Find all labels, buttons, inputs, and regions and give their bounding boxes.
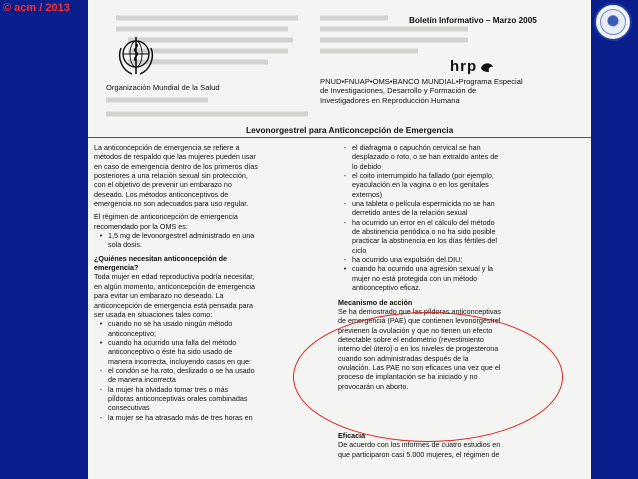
text-line: de emergencia (PAE) que contienen levonorgestrel [338, 316, 501, 326]
dash-mark: - [343, 171, 347, 181]
text-line: en caso de emergencia dentro de los primeros días [94, 161, 258, 171]
dash-mark: - [99, 384, 103, 394]
list-item [338, 255, 583, 264]
text-line: de abstinencia periódica o no ha sido posible [352, 227, 496, 237]
dash-mark: - [343, 255, 347, 265]
hrp-line: PNUD•FNUAP•OMS•BANCO MUNDIAL•Programa Especial [320, 77, 523, 86]
bulletin-title: Boletín Informativo – Marzo 2005 [409, 16, 537, 25]
text-line: ha ocurrido un error en el cálculo del método [352, 217, 495, 227]
bullet-mark: • [343, 264, 347, 274]
list-item [94, 319, 328, 338]
list-item [94, 231, 328, 250]
text-line: anticoncepción de emergencia está pensada para [94, 300, 254, 310]
hrp-logo-icon: hrp [450, 58, 478, 75]
text-line: externos) [352, 189, 382, 199]
list-item [338, 218, 583, 255]
list-item [338, 264, 583, 292]
highlight-circle [293, 312, 563, 442]
text-line: recomendado por la OMS es: [94, 221, 188, 231]
dash-mark: - [343, 217, 347, 227]
text-line: 1,5 mg de levonorgestrel administrado en una [108, 231, 255, 241]
text-line: interno del útero) o en los niveles de progesterona [338, 344, 499, 354]
text-line: previenen la ovulación y que no tienen un efecto [338, 325, 493, 335]
text-line: ovulación. Las PAE no son eficaces una vez que el [338, 362, 501, 372]
text-line: deseado. Los métodos anticonceptivos de [94, 189, 229, 199]
text-line: en algún momento, anticoncepción de emergencia [94, 281, 256, 291]
dash-mark: - [343, 199, 347, 209]
text-line: métodos de respaldo que las mujeres pueden usar [94, 152, 256, 162]
title-rule [88, 137, 591, 138]
text-line: emergencia? [94, 263, 139, 273]
seal-center [600, 9, 626, 35]
list-item [94, 413, 328, 422]
text-line: manera incorrecta, incluyendo casos en que: [108, 356, 252, 366]
text-line: derretido antes de la relación sexual [352, 208, 468, 218]
list-item [338, 199, 583, 218]
text-line: ha ocurrido una expulsión del DIU; [352, 255, 463, 265]
list-item [94, 338, 328, 366]
text-line: cuando ha ocurrido una falla del método [108, 337, 237, 347]
intro-paragraph [94, 143, 328, 208]
text-line: mujer no está protegida con un método [352, 273, 478, 283]
text-line: ciclo [352, 245, 367, 255]
bullet-mark: • [99, 319, 103, 329]
text-line: píldoras anticonceptivas orales combinadas [108, 393, 248, 403]
text-line: para evitar un embarazo no deseado. La [94, 291, 224, 301]
text-line: eyaculación en la vagina o en los genitales [352, 180, 489, 190]
text-line: practicar la abstinencia en los días fértiles del [352, 236, 498, 246]
list-item [338, 171, 583, 199]
who-needs-body [94, 272, 328, 319]
text-line: el condón se ha roto, deslizado o se ha usado [108, 365, 255, 375]
text-line: El régimen de anticoncepción de emergencia [94, 212, 238, 222]
bullet-mark: • [99, 337, 103, 347]
text-line: la mujer se ha atrasado más de tres horas en [108, 412, 253, 422]
hrp-line: Investigadores en Reproducción Humana [320, 95, 460, 105]
text-line: Se ha demostrado que las píldoras anticonceptivas [338, 306, 502, 316]
dash-mark: - [99, 412, 103, 422]
text-line: que participaron casi 5.000 mujeres, el régimen de [338, 449, 500, 459]
text-line: detectable sobre el endometrio (revestimiento [338, 334, 484, 344]
hrp-mark-icon [480, 61, 494, 73]
text-line: el diafragma o capuchón cervical se han [352, 143, 481, 152]
text-line: Toda mujer en edad reproductiva podría necesitar, [94, 272, 255, 282]
text-line: anticonceptivo; [108, 328, 156, 338]
text-line: desplazado o roto, o se han extraído antes de [352, 152, 499, 162]
hrp-line: de Investigaciones, Desarrollo y Formación de [320, 86, 477, 96]
academy-seal-icon [594, 3, 632, 41]
text-line: cuando ha ocurrido una agresión sexual y la [352, 264, 494, 274]
text-line: anticonceptivo o éste ha sido usado de [108, 347, 233, 357]
text-line: sola dosis. [108, 240, 142, 250]
text-line: una tableta o película espermicida no se han [352, 199, 495, 209]
text-line: lo debido [352, 161, 382, 171]
regimen-paragraph [94, 212, 328, 249]
document-page [88, 0, 591, 479]
mechanism-heading: Mecanismo de acción [338, 297, 413, 307]
copyright-watermark: © acm / 2013 [3, 2, 70, 14]
bullet-mark: • [99, 231, 103, 241]
text-line: De acuerdo con los informes de cuatro estudios en [338, 440, 501, 450]
who-name: Organización Mundial de la Salud [106, 83, 220, 92]
text-line: cuando son administradas después de la [338, 353, 469, 363]
hrp-program-text [320, 77, 582, 105]
list-item [338, 143, 583, 171]
text-line: de manera incorrecta [108, 375, 176, 385]
text-line: con el objetivo de prevenir un embarazo no [94, 180, 232, 190]
dash-mark: - [343, 143, 347, 152]
dash-mark: - [99, 365, 103, 375]
text-line: La anticoncepción de emergencia se refiere a [94, 143, 240, 152]
who-needs-heading [94, 254, 328, 273]
list-item [94, 385, 328, 413]
text-line: emergencia no son adecuados para uso regular. [94, 199, 249, 209]
text-line: proceso de implantación se ha iniciado y no [338, 372, 478, 382]
text-line: ¿Quiénes necesitan anticoncepción de [94, 253, 228, 263]
text-line: ser usada en situaciones tales como: [94, 309, 213, 319]
text-line: consecutivas [108, 403, 150, 413]
text-line: posteriores a una relación sexual sin protección, [94, 171, 248, 181]
text-line: el coito interrumpido ha fallado (por ejemplo, [352, 171, 494, 181]
text-line: la mujer ha olvidado tomar tres o más [108, 384, 229, 394]
efficacy-heading: Eficacia [338, 431, 366, 440]
who-emblem-icon [116, 34, 156, 80]
text-line: anticonceptivo eficaz. [352, 283, 421, 293]
text-line: provocarán un aborto. [338, 381, 409, 391]
document-title: Levonorgestrel para Anticoncepción de Emergencia [246, 125, 454, 135]
text-line: cuando no se ha usado ningún método [108, 319, 233, 329]
